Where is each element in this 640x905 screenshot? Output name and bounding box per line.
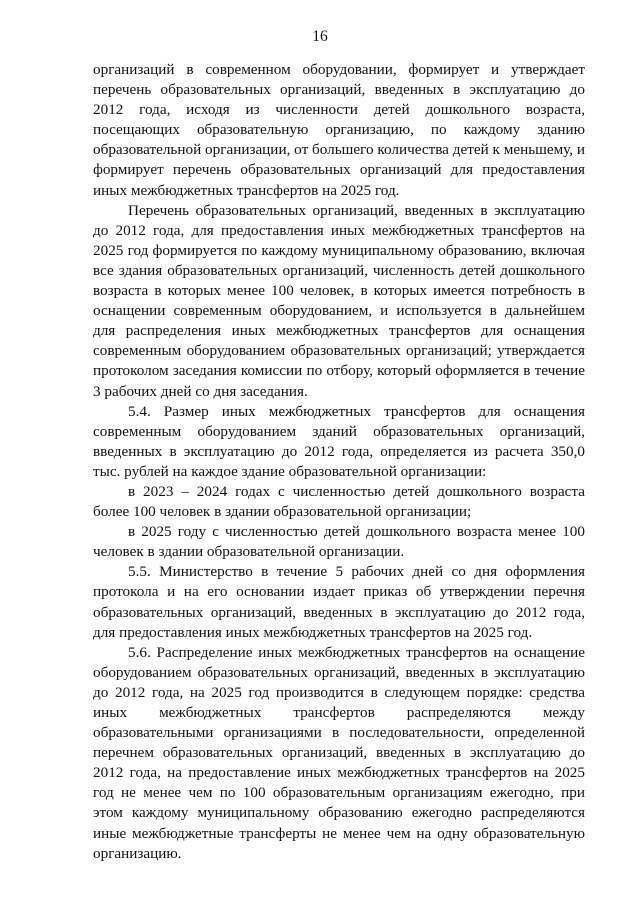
paragraph-4: в 2023 – 2024 годах с численностью детей дошкольного возраста более 100 человек в здании образовательной организации; — [93, 482, 585, 521]
paragraph-6: 5.5. Министерство в течение 5 рабочих дней со дня оформления протокола и на его основании издает приказ об утверждении перечня образовательных организаций, введенных в эксплуатацию до 2012 года, для предоставления иных межбюджетных трансфертов на 2025 год. — [93, 563, 585, 641]
paragraph-7: 5.6. Распределение иных межбюджетных трансфертов на оснащение оборудованием образовательных организаций, введенных в эксплуатацию до 2012 года, на 2025 год производится в следующем порядке: средства иных межбюджетных трансфертов распределяются между образовательными организациями в последовательности, определенной перечнем образовательных организаций, введенных в эксплуатацию до 2012 года, на предоставление иных межбюджетных трансфертов на 2025 год не менее чем по 100 образовательным организациям ежегодно, при этом каждому муниципальному образованию ежегодно распределяются иные межбюджетные трансферты не менее чем на одну образовательную организацию. — [93, 643, 585, 862]
paragraph-2: Перечень образовательных организаций, введенных в эксплуатацию до 2012 года, для предоставления иных межбюджетных трансфертов на 2025 год формируется по каждому муниципальному образованию, включая все здания образовательных организаций, численность детей дошкольного возраста в которых менее 100 человек, в которых имеется потребность в оснащении современным оборудованием, и используется в дальнейшем для распределения иных межбюджетных трансфертов для оснащения современным оборудованием образовательных организаций; утверждается протоколом заседания комиссии по отбору, который оформляется в течение 3 рабочих дней со дня заседания. — [93, 201, 585, 400]
paragraph-3: 5.4. Размер иных межбюджетных трансфертов для оснащения современным оборудованием зданий образовательных организаций, введенных в эксплуатацию до 2012 года, определяется из расчета 350,0 тыс. рублей на каждое здание образовательной организации: — [93, 402, 585, 480]
paragraph-5: в 2025 году с численностью детей дошкольного возраста менее 100 человек в здании образовательной организации. — [93, 523, 585, 561]
document-body — [93, 60, 585, 864]
page-number: 16 — [312, 28, 328, 45]
paragraph-1: организаций в современном оборудовании, формирует и утверждает перечень образовательных организаций, введенных в эксплуатацию до 2012 года, исходя из численности детей дошкольного возраста, посещающих образовательную организацию, по каждому зданию образовательной организации, от большего количества детей к меньшему, и формирует перечень образовательных организаций для предоставления иных межбюджетных трансфертов на 2025 год. — [93, 61, 585, 199]
